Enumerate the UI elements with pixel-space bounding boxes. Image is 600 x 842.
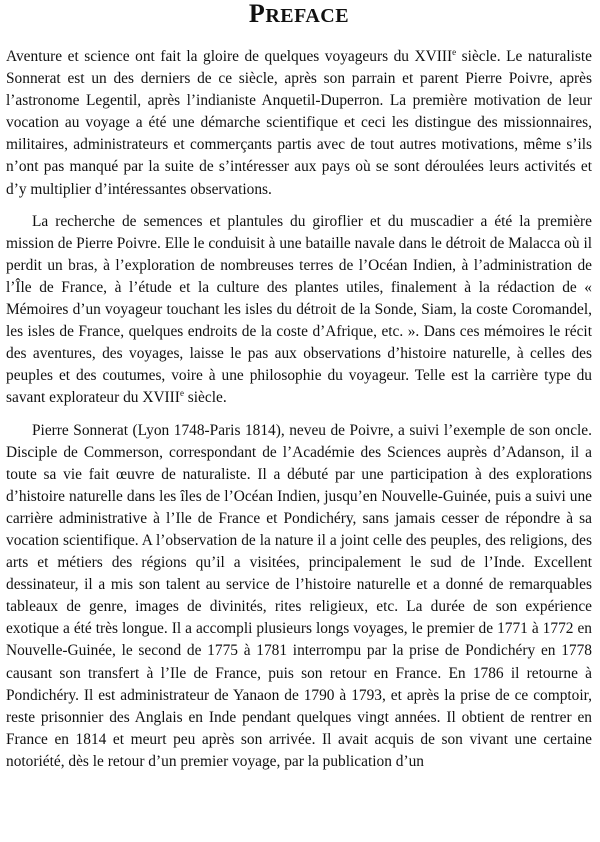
- title-rest: REFACE: [265, 5, 350, 27]
- paragraph-3: Pierre Sonnerat (Lyon 1748-Paris 1814), neveu de Poivre, a suivi l’exemple de son oncle. Disciple de Commerson, correspondant de l’Académie des Sciences auprès d’Adanson, il a toute sa vie fait œuvre de naturaliste. Il a débuté par une participation à des explorations d’histoire naturelle dans les îles de l’Océan Indien, jusqu’en Nouvelle-Guinée, puis a suivi une carrière administrative à l’Ile de France et Pondichéry, sans jamais cesser de répondre à sa vocation scientifique. A l’observation de la nature il a joint celle des peuples, des religions, des arts et métiers des régions qu’il a visitées, principalement le sud de l’Inde. Excellent dessinateur, il a mis son talent au service de l’histoire naturelle et a donné de remarquables tableaux de genre, images de divinités, rites religieux, etc. La durée de son expérience exotique a été très longue. Il a accompli plusieurs longs voyages, le premier de 1771 à 1772 en Nouvelle-Guinée, le second de 1775 à 1781 interrompu par la prise de Pondichéry en 1778 causant son transfert à l’Ile de France, puis son retour en France. En 1786 il retourne à Pondichéry. Il est administrateur de Yanaon de 1790 à 1793, et après la prise de ce comptoir, reste prisonnier des Anglais en Inde pendant quelques vingt années. Il obtient de rentrer en France en 1814 et meurt peu après son arrivée. Il avait acquis de son vivant une certaine notoriété, dès le retour d’un premier voyage, par la publication d’un: [6, 421, 592, 770]
- paragraph-1: [6, 46, 592, 201]
- title-first-letter: P: [248, 0, 266, 28]
- page-title: [6, 0, 592, 36]
- paragraph-2-text-b: siècle.: [183, 389, 227, 407]
- paragraph-2-superscript: e: [179, 388, 184, 399]
- paragraph-1-text-a: Aventure et science ont fait la gloire de quelques voyageurs du XVIII: [6, 48, 453, 65]
- paragraph-2-text-a: La recherche de semences et plantules du giroflier et du muscadier a été la première mission de Pierre Poivre. Elle le conduisit à une bataille navale dans le détroit de Malacca où il perdit un bras, à l’exploration de nombreuses terres de l’Océan Indien, à l’administration de l’Île de France, à l’étude et la culture des plantes utiles, finalement à la rédaction de « Mémoires d’un voyageur touchant les isles du détroit de la Sonde, Siam, la coste Coromandel, les isles de France, quelques endroits de la coste d’Afrique, etc. ». Dans ces mémoires le récit des aventures, des voyages, laisse le pas aux observations d’histoire naturelle, à celles des peuples et des coutumes, voire à une philosophie du voyageur. Telle est la carrière type du savant explorateur du XVIII: [6, 212, 592, 407]
- paragraph-1-text-b: siècle. Le naturaliste Sonnerat est un des derniers de ce siècle, après son parrain et parent Pierre Poivre, après l’astronome Legentil, après l’indianiste Anquetil-Duperron. La première motivation de leur vocation au voyage a été une démarche scientifique et ceci les distingue des missionnaires, militaires, administrateurs et commerçants partis avec de tout autres motivations, même s’ils n’ont pas manqué par la suite de s’intéresser aux pays où se sont déroulées leurs activités et d’y multiplier d’intéressantes observations.: [6, 48, 592, 198]
- paragraph-1-superscript: e: [452, 46, 457, 57]
- paragraph-2: [6, 211, 592, 410]
